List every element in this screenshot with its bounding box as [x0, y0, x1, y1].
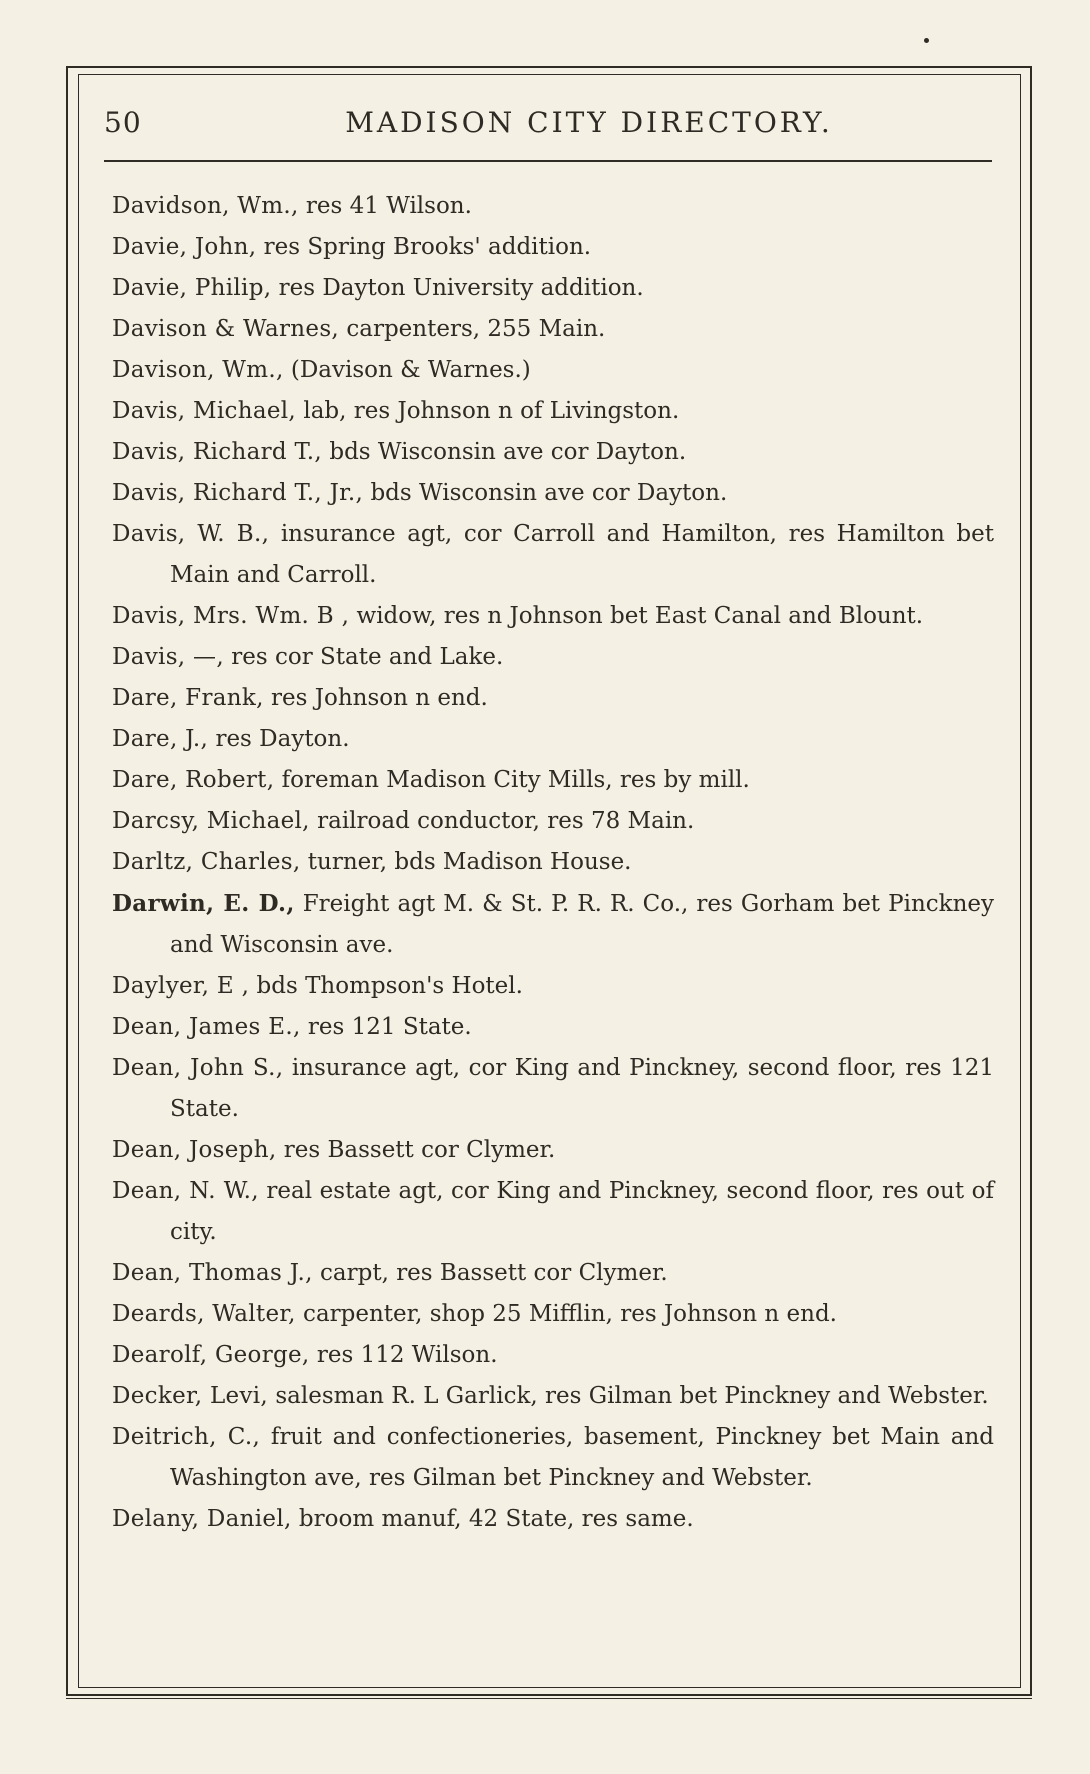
- directory-entry: [112, 1048, 994, 1130]
- entry-name: Dare, Robert,: [112, 767, 275, 793]
- entry-detail: res Spring Brooks' addition.: [256, 234, 592, 260]
- ink-speck: [924, 38, 929, 43]
- header-rule: [104, 160, 992, 162]
- entry-name: Decker, Levi,: [112, 1383, 269, 1409]
- entry-name: Davis, —,: [112, 644, 224, 670]
- directory-entry: [112, 966, 994, 1007]
- entry-detail: res Johnson n end.: [263, 685, 488, 711]
- entry-detail: bds Thompson's Hotel.: [249, 973, 523, 999]
- entry-detail: railroad conductor, res 78 Main.: [309, 808, 695, 834]
- entry-name: Dean, Joseph,: [112, 1137, 277, 1163]
- entry-detail: (Davison & Warnes.): [283, 357, 531, 383]
- entry-name: Davis, Michael,: [112, 398, 297, 424]
- entry-name: Deards, Walter,: [112, 1301, 296, 1327]
- entry-detail: res 121 State.: [300, 1014, 472, 1040]
- directory-entry: [112, 1376, 994, 1417]
- entry-detail: carpenter, shop 25 Mifflin, res Johnson n end.: [295, 1301, 837, 1327]
- entry-name: Davie, Philip,: [112, 275, 272, 301]
- entry-name: Davis, Richard T., Jr.,: [112, 480, 364, 506]
- entry-detail: insurance agt, cor King and Pinckney, second floor, res 121 State.: [170, 1055, 994, 1122]
- directory-entry: [112, 678, 994, 719]
- directory-entry: [112, 801, 994, 842]
- running-title: MADISON CITY DIRECTORY.: [345, 106, 833, 139]
- directory-entry: [112, 186, 994, 227]
- entry-name: Dare, J.,: [112, 726, 209, 752]
- directory-entry: [112, 719, 994, 760]
- directory-entry: [112, 432, 994, 473]
- entry-name: Delany, Daniel,: [112, 1506, 292, 1532]
- entry-detail: broom manuf, 42 State, res same.: [291, 1506, 694, 1532]
- directory-entry: [112, 268, 994, 309]
- entry-detail: salesman R. L Garlick, res Gilman bet Pinckney and Webster.: [268, 1383, 989, 1409]
- entry-name: Darwin, E. D.,: [112, 890, 295, 917]
- entry-detail: insurance agt, cor Carroll and Hamilton, res Hamilton bet Main and Carroll.: [170, 521, 995, 588]
- entry-name: Dearolf, George,: [112, 1342, 310, 1368]
- entry-detail: fruit and confectioneries, basement, Pinckney bet Main and Washington ave, res Gilman bet Pinckney and Webster.: [170, 1424, 994, 1491]
- directory-entry: [112, 1294, 994, 1335]
- entry-name: Davie, John,: [112, 234, 257, 260]
- directory-entry: [112, 473, 994, 514]
- entry-detail: res Dayton University addition.: [271, 275, 644, 301]
- directory-entry: [112, 637, 994, 678]
- entry-detail: res 112 Wilson.: [309, 1342, 498, 1368]
- directory-entry: [112, 1007, 994, 1048]
- entry-name: Darltz, Charles,: [112, 849, 301, 875]
- directory-entry: [112, 1171, 994, 1253]
- entry-detail: Freight agt M. & St. P. R. R. Co., res Gorham bet Pinckney and Wisconsin ave.: [170, 891, 995, 958]
- directory-entry: [112, 1130, 994, 1171]
- directory-entry: [112, 1335, 994, 1376]
- entry-detail: lab, res Johnson n of Livingston.: [296, 398, 680, 424]
- bottom-rule: [66, 1698, 1032, 1699]
- entry-detail: res Dayton.: [208, 726, 350, 752]
- entry-name: Davison & Warnes,: [112, 316, 340, 342]
- directory-entry: [112, 227, 994, 268]
- entry-detail: carpenters, 255 Main.: [339, 316, 606, 342]
- entry-detail: carpt, res Bassett cor Clymer.: [312, 1260, 668, 1286]
- entry-name: Daylyer, E ,: [112, 973, 250, 999]
- entry-detail: bds Wisconsin ave cor Dayton.: [363, 480, 728, 506]
- entry-detail: turner, bds Madison House.: [300, 849, 632, 875]
- entry-detail: res 41 Wilson.: [298, 193, 472, 219]
- entry-detail: widow, res n Johnson bet East Canal and Blount.: [349, 603, 924, 629]
- entry-name: Dean, N. W.,: [112, 1178, 259, 1204]
- entry-name: Darcsy, Michael,: [112, 808, 310, 834]
- entry-detail: bds Wisconsin ave cor Dayton.: [322, 439, 687, 465]
- directory-entry: [112, 596, 994, 637]
- entry-name: Dean, John S.,: [112, 1055, 284, 1081]
- directory-entries: [112, 186, 994, 1540]
- entry-detail: real estate agt, cor King and Pinckney, second floor, res out of city.: [170, 1178, 995, 1245]
- page-number: 50: [104, 106, 142, 139]
- entry-name: Davison, Wm.,: [112, 357, 284, 383]
- directory-entry: [112, 350, 994, 391]
- entry-detail: foreman Madison City Mills, res by mill.: [274, 767, 750, 793]
- directory-entry: [112, 309, 994, 350]
- entry-detail: res cor State and Lake.: [223, 644, 504, 670]
- entry-name: Dare, Frank,: [112, 685, 264, 711]
- directory-entry: [112, 1253, 994, 1294]
- directory-entry: [112, 883, 994, 966]
- entry-name: Deitrich, C.,: [112, 1424, 261, 1450]
- directory-entry: [112, 1417, 994, 1499]
- directory-entry: [112, 760, 994, 801]
- entry-name: Davis, Richard T.,: [112, 439, 323, 465]
- entry-name: Davidson, Wm.,: [112, 193, 299, 219]
- directory-entry: [112, 842, 994, 883]
- directory-entry: [112, 514, 994, 596]
- entry-name: Davis, Mrs. Wm. B ,: [112, 603, 350, 629]
- entry-detail: res Bassett cor Clymer.: [276, 1137, 556, 1163]
- page-header: [104, 100, 994, 146]
- entry-name: Dean, Thomas J.,: [112, 1260, 313, 1286]
- directory-entry: [112, 391, 994, 432]
- directory-entry: [112, 1499, 994, 1540]
- entry-name: Davis, W. B.,: [112, 521, 270, 547]
- entry-name: Dean, James E.,: [112, 1014, 301, 1040]
